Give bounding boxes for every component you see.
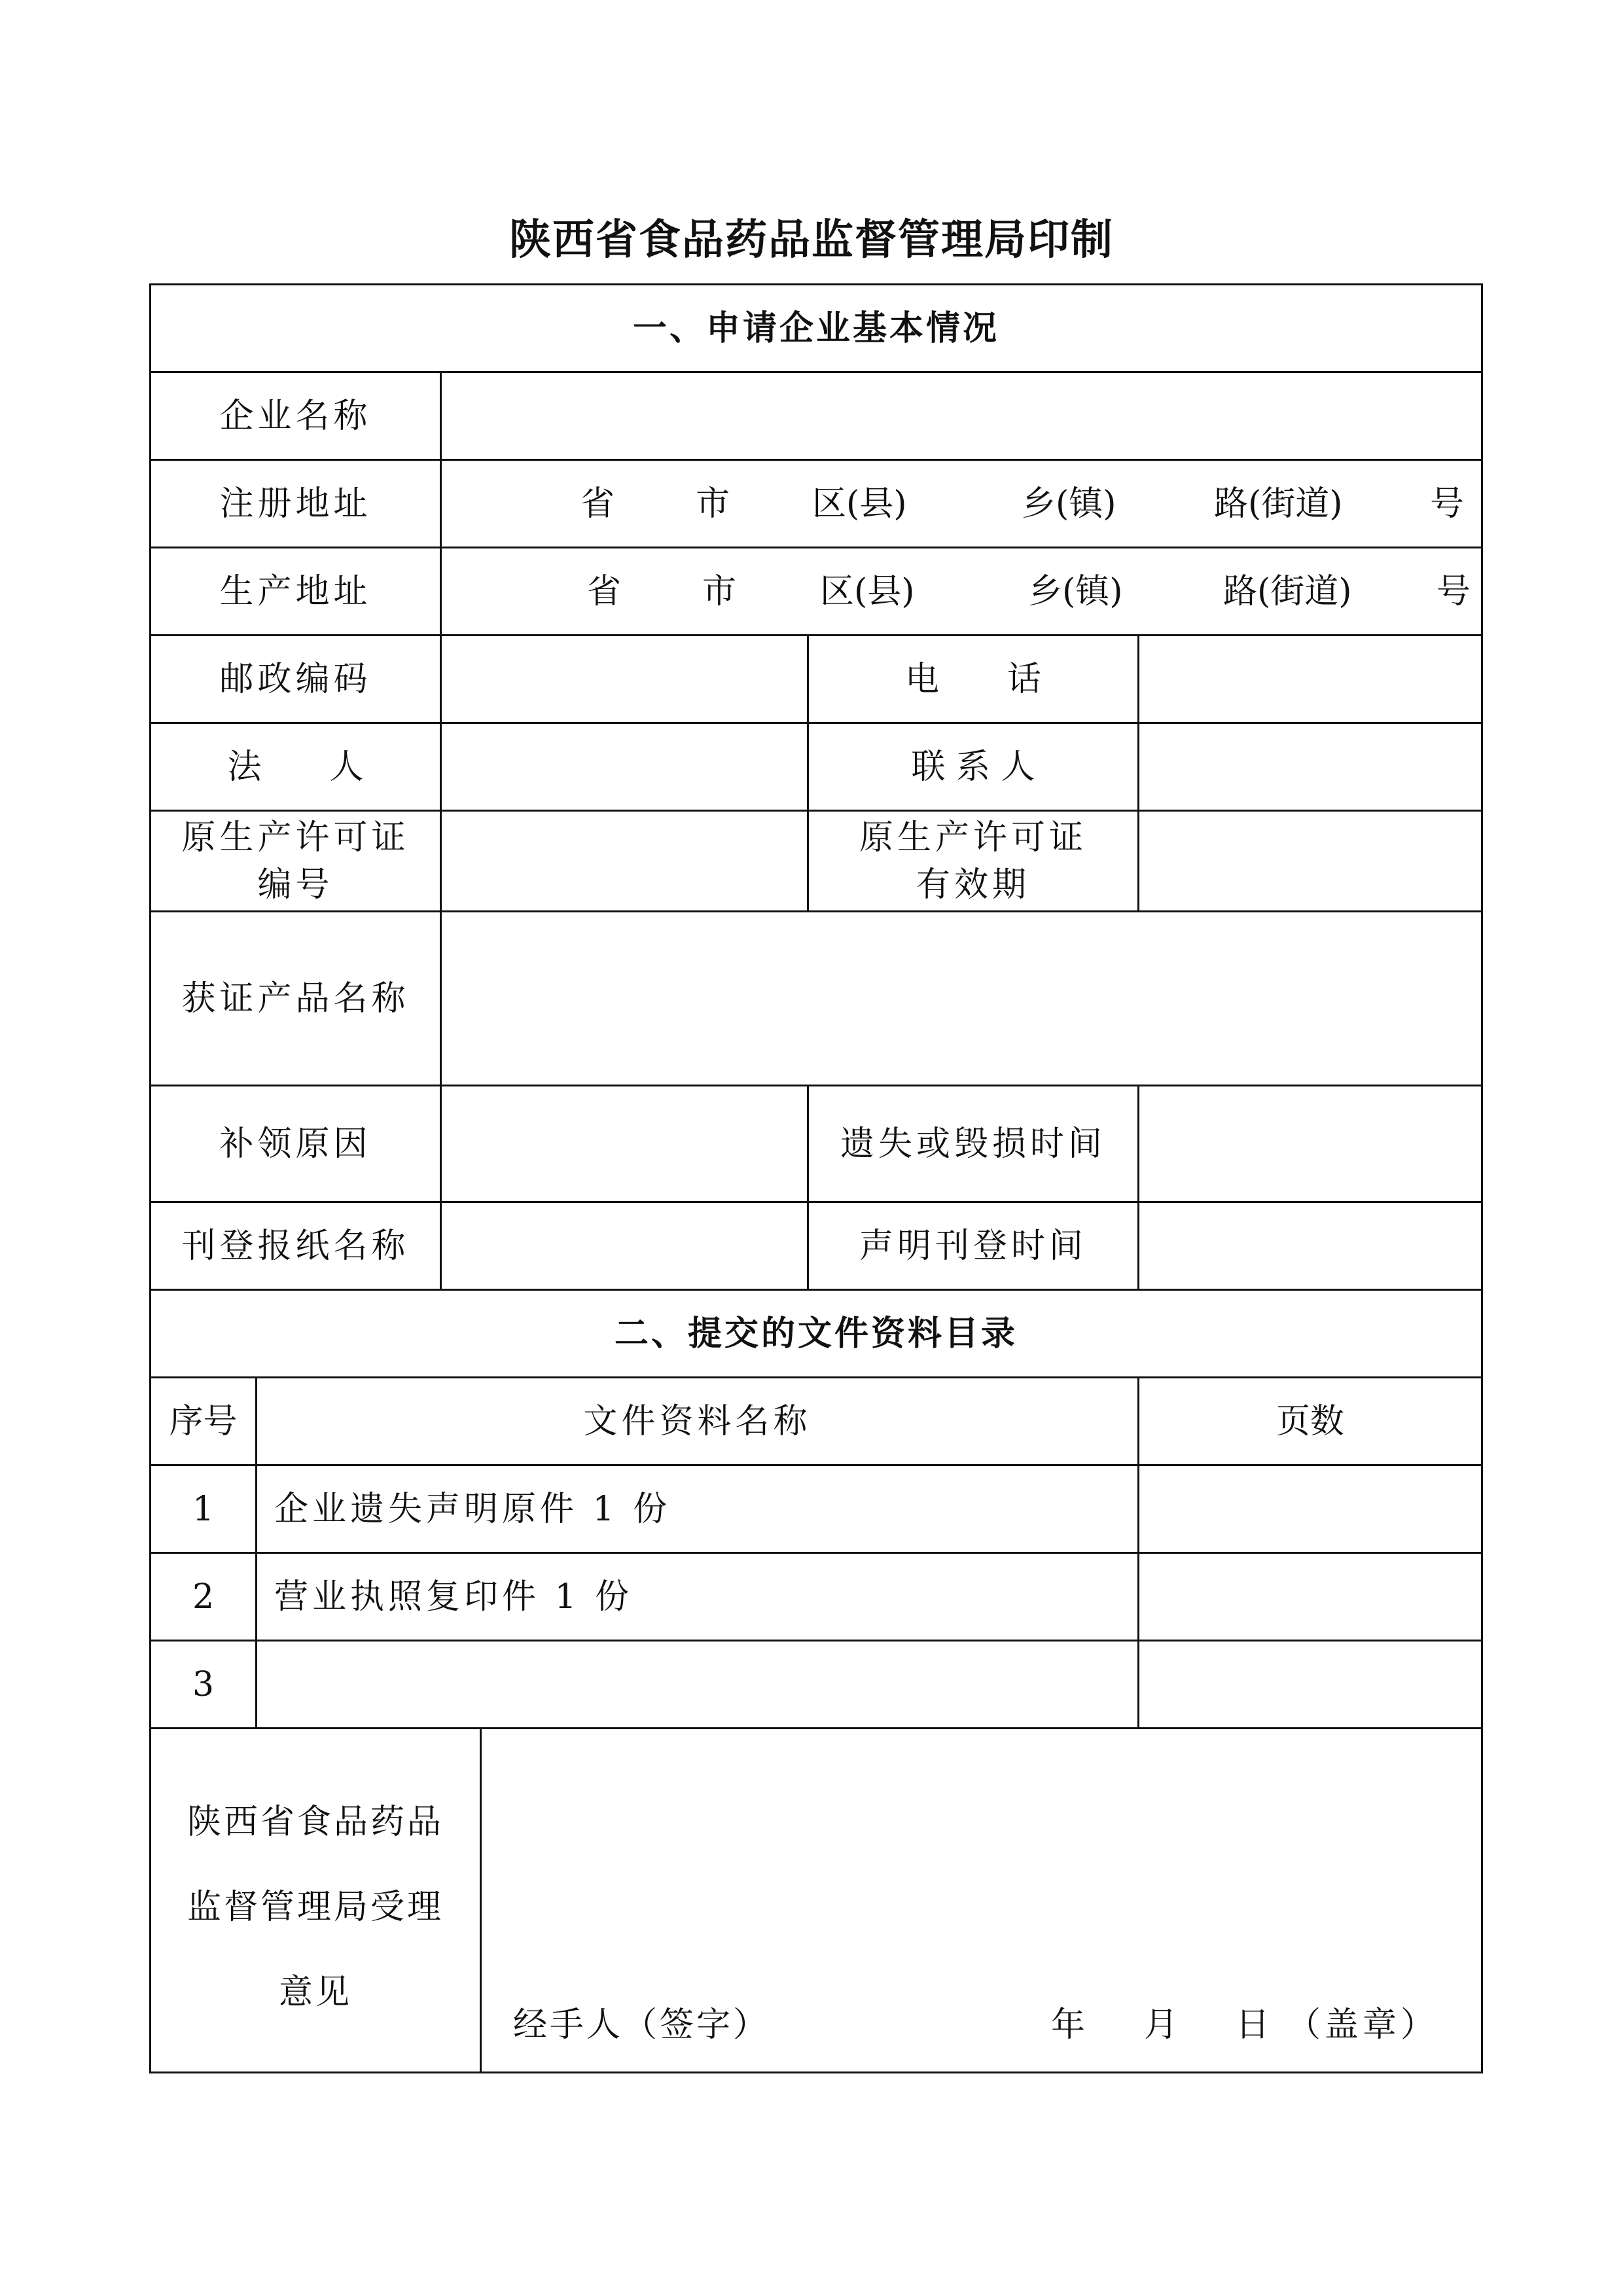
original-license-validity-label <box>808 811 1139 912</box>
column-header-number: 序号 <box>151 1378 257 1465</box>
acceptance-opinion-label <box>151 1729 481 2073</box>
document-pages-field[interactable] <box>1139 1641 1482 1729</box>
address-township: 乡(镇) <box>1028 571 1123 611</box>
row-number: 3 <box>151 1641 257 1729</box>
original-license-number-field[interactable] <box>441 811 808 912</box>
month-label: 月 <box>1144 2005 1179 2045</box>
loss-time-label: 遗失或毁损时间 <box>808 1086 1139 1202</box>
section-1-heading: 一、申请企业基本情况 <box>151 285 1482 372</box>
newspaper-name-field[interactable] <box>441 1202 808 1290</box>
acceptance-opinion-label-line2: 监督管理局受理 <box>187 1887 444 1927</box>
company-name-field[interactable] <box>441 372 1482 460</box>
column-header-document-name: 文件资料名称 <box>257 1378 1139 1465</box>
contact-person-label: 联 系 人 <box>808 723 1139 811</box>
row-number: 1 <box>151 1465 257 1553</box>
statement-time-label: 声明刊登时间 <box>808 1202 1139 1290</box>
address-road: 路(街道) <box>1214 484 1343 524</box>
signature-line <box>482 1996 1481 2054</box>
production-address-field[interactable] <box>441 548 1482 636</box>
production-address-label: 生产地址 <box>151 548 441 636</box>
newspaper-name-label: 刊登报纸名称 <box>151 1202 441 1290</box>
address-number: 号 <box>1430 484 1465 524</box>
address-province: 省 <box>587 571 622 611</box>
document-name: 营业执照复印件 1 份 <box>257 1553 1139 1641</box>
original-license-validity-label-line2: 有效期 <box>916 865 1030 905</box>
address-township: 乡(镇) <box>1022 484 1116 524</box>
certified-products-field[interactable] <box>441 912 1482 1086</box>
contact-person-field[interactable] <box>1139 723 1482 811</box>
original-license-number-label-line1: 原生产许可证 <box>181 817 410 857</box>
original-license-number-label <box>151 811 441 912</box>
original-license-validity-label-line1: 原生产许可证 <box>859 817 1087 857</box>
legal-representative-label: 法 人 <box>151 723 441 811</box>
postcode-label: 邮政编码 <box>151 636 441 723</box>
document-title: 陕西省食品药品监督管理局印制 <box>509 215 1114 264</box>
day-label: 日 <box>1236 2005 1270 2045</box>
legal-representative-field[interactable] <box>441 723 808 811</box>
row-number: 2 <box>151 1553 257 1641</box>
document-pages-field[interactable] <box>1139 1553 1482 1641</box>
section-2-heading: 二、提交的文件资料目录 <box>151 1290 1482 1378</box>
table-row <box>151 1641 1482 1729</box>
document-name: 企业遗失声明原件 1 份 <box>257 1465 1139 1553</box>
certified-products-label: 获证产品名称 <box>151 912 441 1086</box>
company-name-label: 企业名称 <box>151 372 441 460</box>
acceptance-opinion-label-line3: 意见 <box>278 1972 352 2012</box>
reissue-reason-label: 补领原因 <box>151 1086 441 1202</box>
address-province: 省 <box>580 484 615 524</box>
document-pages-field[interactable] <box>1139 1465 1482 1553</box>
address-district: 区(县) <box>820 571 915 611</box>
table-row <box>151 1553 1482 1641</box>
address-number: 号 <box>1436 571 1471 611</box>
acceptance-opinion-field[interactable] <box>481 1729 1482 2073</box>
column-header-pages: 页数 <box>1139 1378 1482 1465</box>
acceptance-opinion-label-line1: 陕西省食品药品 <box>187 1802 444 1842</box>
address-district: 区(县) <box>812 484 907 524</box>
phone-label: 电 话 <box>808 636 1139 723</box>
year-label: 年 <box>1051 2005 1086 2045</box>
reissue-reason-field[interactable] <box>441 1086 808 1202</box>
address-road: 路(街道) <box>1223 571 1352 611</box>
address-city: 市 <box>696 484 730 524</box>
address-city: 市 <box>702 571 737 611</box>
seal-label: （盖章） <box>1287 2005 1439 2045</box>
table-row <box>151 1465 1482 1553</box>
registered-address-field[interactable] <box>441 460 1482 548</box>
handler-signature-label: 经手人（签字） <box>513 2005 770 2045</box>
original-license-validity-field[interactable] <box>1139 811 1482 912</box>
application-form-table <box>149 283 1483 2073</box>
document-name-field[interactable] <box>257 1641 1139 1729</box>
phone-field[interactable] <box>1139 636 1482 723</box>
loss-time-field[interactable] <box>1139 1086 1482 1202</box>
postcode-field[interactable] <box>441 636 808 723</box>
statement-time-field[interactable] <box>1139 1202 1482 1290</box>
registered-address-label: 注册地址 <box>151 460 441 548</box>
original-license-number-label-line2: 编号 <box>257 865 334 905</box>
